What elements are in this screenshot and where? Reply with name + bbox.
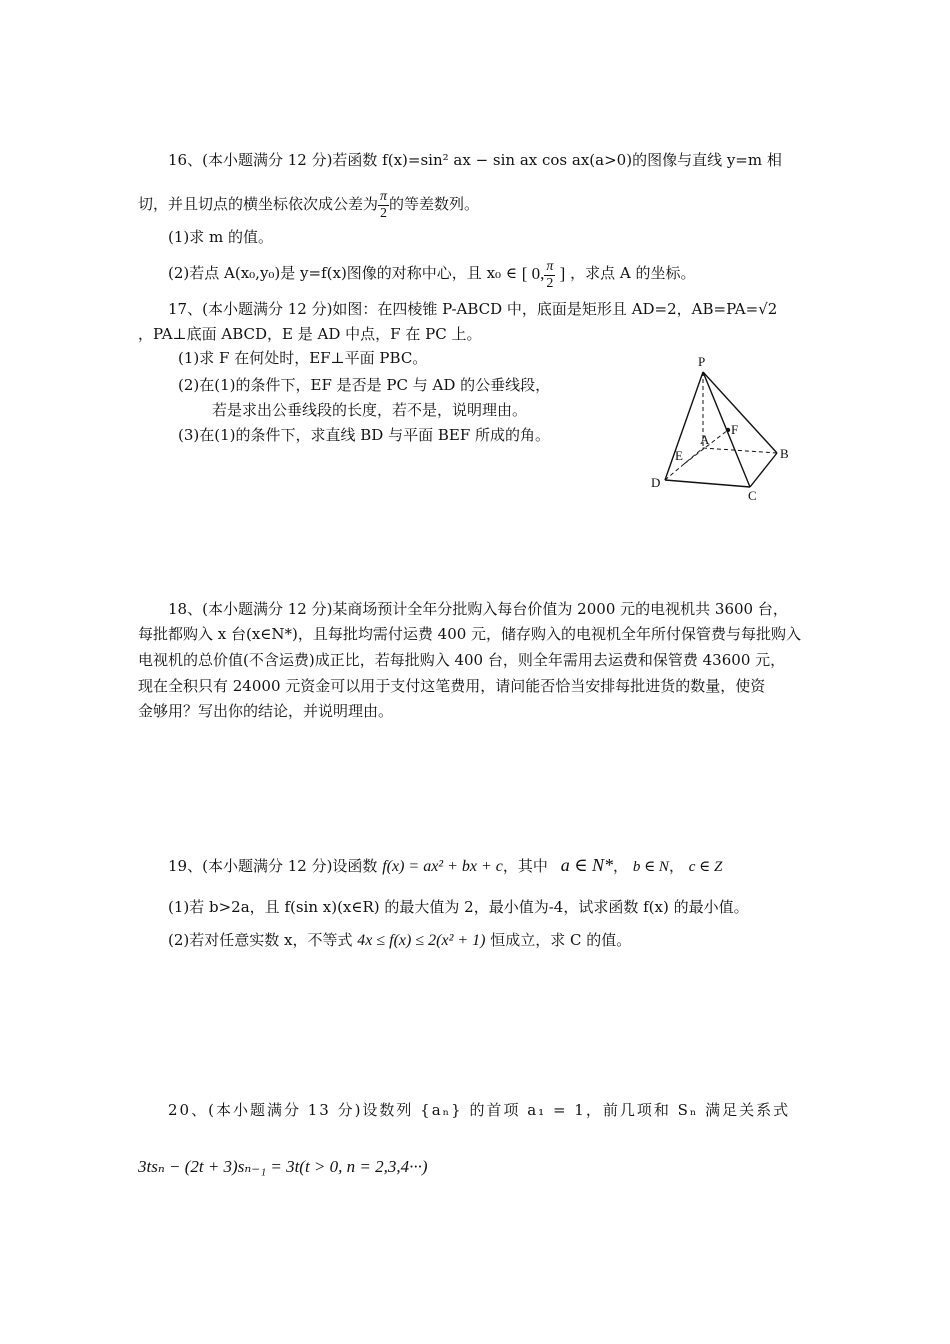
q18-line4: 现在全积只有 24000 元资金可以用于支付这笔费用，请问能否恰当安排每批进货的数量，使资 [138, 677, 766, 695]
q16-line2 [138, 186, 479, 222]
q17-part3: (3)在(1)的条件下，求直线 BD 与平面 BEF 所成的角。 [178, 426, 550, 444]
q16-part2 [168, 254, 695, 293]
q16-line2-text-b: 的等差数列。 [389, 195, 480, 213]
q17-line2: ，PA⊥底面 ABCD，E 是 AD 中点，F 在 PC 上。 [138, 325, 482, 343]
q17-part1: (1)求 F 在何处时，EF⊥平面 PBC。 [178, 349, 428, 367]
q19-inequality: 4x ≤ f(x) ≤ 2(x² + 1) [357, 932, 486, 949]
q16-interval-frac [544, 259, 555, 292]
q19-part2-text-b: 恒成立，求 C 的值。 [490, 931, 632, 949]
q19-cond-a: a ∈ N* [560, 855, 614, 875]
q19-cond-c: c ∈ Z [688, 859, 723, 875]
q16-part2-text-b: ，求点 A 的坐标。 [570, 264, 696, 282]
q16-part2-text-a: (2)若点 A(x₀,y₀)是 y=f(x)图像的对称中心，且 x₀ ∈ [168, 264, 517, 282]
q19-part2 [168, 925, 631, 956]
label-E: E [675, 448, 683, 463]
q18-line1: 18、(本小题满分 12 分)某商场预计全年分批购入每台价值为 2000 元的电视机共 3600 台， [168, 600, 788, 618]
q16-interval-left: 0, [531, 264, 545, 283]
q19-part1: (1)若 b>2a，且 f(sin x)(x∈R) 的最大值为 2，最小值为-4，试求函数 f(x) 的最小值。 [168, 898, 749, 916]
edge-AB [703, 448, 777, 453]
q17-part2-line2: 若是求出公垂线段的长度，若不是，说明理由。 [212, 401, 528, 419]
q19-function: f(x) = ax² + bx + c [382, 858, 503, 875]
q16-fraction [378, 189, 389, 222]
q19-line1-text-b: ，其中 [502, 857, 548, 875]
q18-line5: 金够用？写出你的结论，并说明理由。 [138, 702, 394, 720]
label-C: C [748, 488, 757, 503]
label-D: D [651, 475, 661, 490]
q16-frac-top: π [380, 188, 388, 204]
q19-line1: 19、(本小题满分 12 分)设函数 f(x) = ax² + bx + c，其中 a ∈ N*， b ∈ N， c ∈ Z [168, 855, 723, 875]
label-B: B [780, 446, 789, 461]
q17-part2-line1: (2)在(1)的条件下，EF 是否是 PC 与 AD 的公垂线段， [178, 376, 551, 394]
q17-line1: 17、(本小题满分 12 分)如图：在四棱锥 P-ABCD 中，底面是矩形且 AD=2，AB=PA=√2 [168, 300, 778, 318]
q19-part2-text-a: (2)若对任意实数 x，不等式 [168, 931, 353, 949]
q16-interval-frac-top: π [546, 258, 554, 274]
q16-line1: 16、(本小题满分 12 分)若函数 f(x)=sin² ax − sin ax cos ax(a>0)的图像与直线 y=m 相 [168, 151, 782, 169]
edge-CB [750, 453, 777, 487]
edge-DC [665, 480, 750, 487]
q19-line1-text-a: 19、(本小题满分 12 分)设函数 [168, 857, 378, 875]
q16-line2-text-a: 切，并且切点的横坐标依次成公差为 [138, 195, 379, 213]
q16-interval: [ 0, $\frac{\pi}{2}$ ] [521, 258, 566, 291]
pyramid-figure [640, 350, 800, 505]
label-A: A [700, 432, 710, 447]
q16-frac-bot: 2 [380, 205, 388, 221]
q16-interval-frac-bot: 2 [546, 275, 554, 291]
label-P: P [698, 354, 706, 369]
label-F: F [731, 422, 739, 437]
q18-line2: 每批都购入 x 台(x∈N*)，且每批均需付运费 400 元，储存购入的电视机全年所付保管费与每批购入 [138, 625, 802, 643]
q20-line1: 20、(本小题满分 13 分)设数列 {aₙ} 的首项 a₁ = 1，前几项和 Sₙ 满足关系式 [168, 1101, 791, 1119]
q16-part1: (1)求 m 的值。 [168, 228, 274, 246]
q19-cond-b: b ∈ N [632, 859, 669, 875]
q18-line3: 电视机的总价值(不含运费)成正比，若每批购入 400 台，则全年需用去运费和保管费 43600 元， [138, 651, 786, 669]
point-F [726, 428, 730, 432]
q20-line2: 3tsₙ − (2t + 3)sₙ₋₁ = 3t(t > 0, n = 2,3,4···) [138, 1157, 428, 1176]
